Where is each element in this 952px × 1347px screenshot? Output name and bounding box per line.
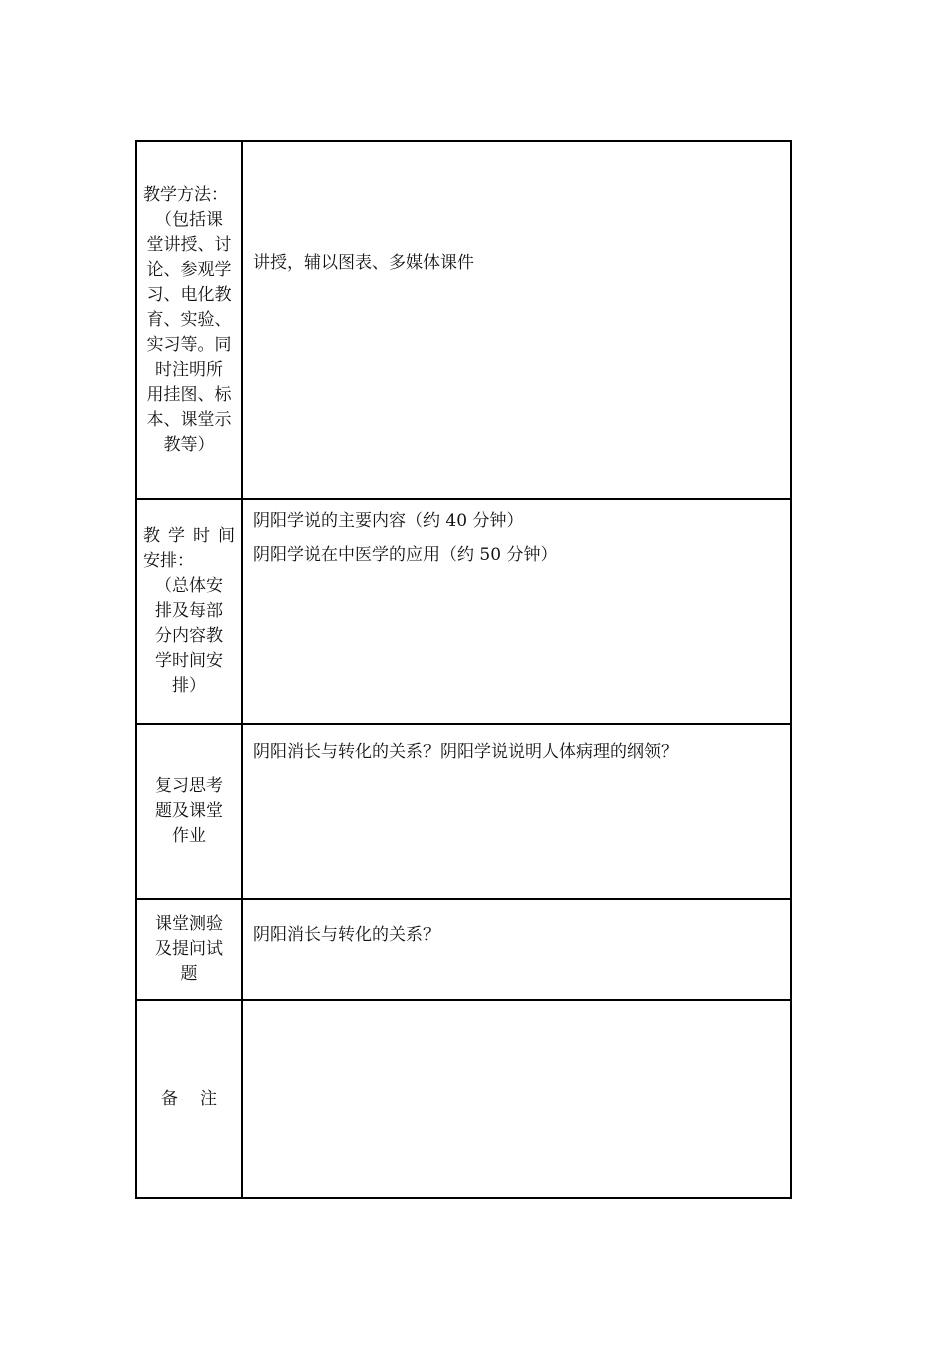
content-line: 讲授，辅以图表、多媒体课件 <box>253 253 474 273</box>
remarks-label <box>136 1000 242 1198</box>
teaching-method-content <box>242 141 791 499</box>
label-line: 教等） <box>163 434 215 455</box>
label-line: 教学方法： <box>143 184 228 205</box>
teaching-method-label <box>136 141 242 499</box>
review-questions-label <box>136 724 242 899</box>
label-line: 堂讲授、讨 <box>146 234 232 255</box>
teaching-schedule-label <box>136 499 242 724</box>
teaching-schedule-content <box>242 499 791 724</box>
quiz-questions-row <box>136 899 791 1000</box>
teaching-method-row <box>136 141 791 499</box>
label-line: 作业 <box>172 826 206 846</box>
label-line: 排） <box>172 676 206 696</box>
review-questions-content <box>242 724 791 899</box>
label-line: 习、电化教 <box>146 284 232 305</box>
label-line: 教 学 时 间 <box>143 526 235 546</box>
teaching-schedule-row <box>136 499 791 724</box>
label-line: 及提问试 <box>155 939 223 959</box>
label-line: 本、课堂示 <box>146 409 232 430</box>
content-line: 阴阳学说的主要内容（约 40 分钟） <box>253 511 524 531</box>
label-line: （总体安 <box>155 576 223 596</box>
label-line: 题及课堂 <box>155 801 223 821</box>
label-line: 时注明所 <box>155 359 223 380</box>
label-line: 分内容教 <box>155 626 223 646</box>
label-line: 学时间安 <box>155 651 223 671</box>
label-line: 安排： <box>143 551 194 571</box>
content-line: 阴阳消长与转化的关系？阴阳学说说明人体病理的纲领？ <box>253 742 678 762</box>
label-line: 实习等。同 <box>146 334 232 355</box>
lesson-plan-table <box>135 140 792 1199</box>
label-line: 育、实验、 <box>146 309 232 330</box>
remarks-label-part: 注 <box>200 1088 217 1109</box>
review-questions-row <box>136 724 791 899</box>
content-line: 阴阳学说在中医学的应用（约 50 分钟） <box>253 545 558 565</box>
remarks-row <box>136 1000 791 1198</box>
remarks-content[interactable] <box>242 1000 791 1198</box>
label-line: 论、参观学 <box>146 259 232 280</box>
label-line: 用挂图、标 <box>146 384 232 405</box>
remarks-label-part: 备 <box>161 1088 178 1109</box>
label-line: 排及每部 <box>155 601 223 621</box>
label-line: 课堂测验 <box>155 914 223 934</box>
label-line: （包括课 <box>155 209 223 230</box>
quiz-questions-label <box>136 899 242 1000</box>
quiz-questions-content <box>242 899 791 1000</box>
content-line: 阴阳消长与转化的关系？ <box>253 925 440 945</box>
label-line: 复习思考 <box>155 776 223 796</box>
label-line: 题 <box>180 964 198 984</box>
